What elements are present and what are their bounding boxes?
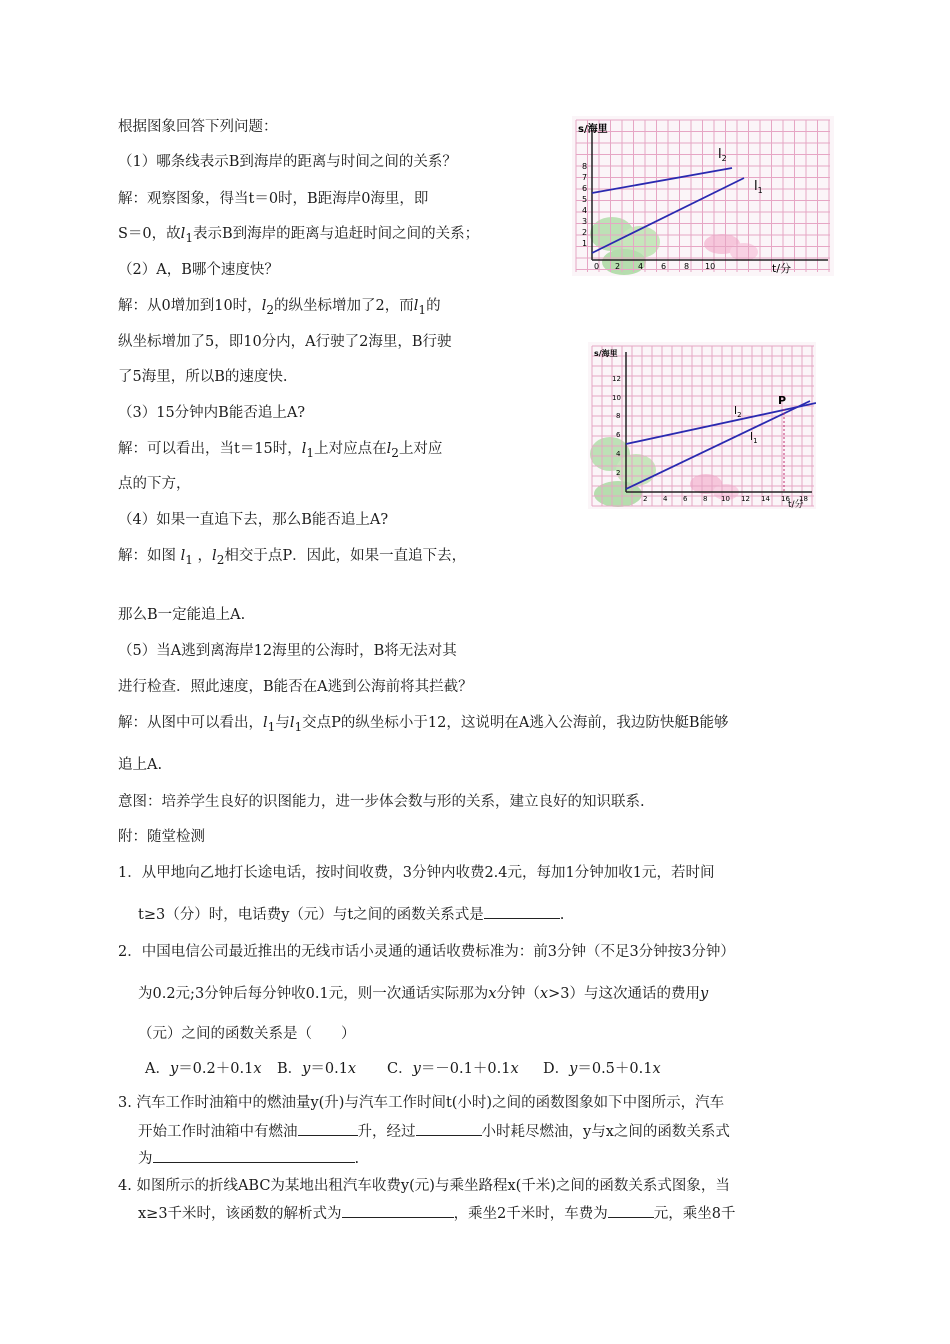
graph-1-xlabel: t/分 bbox=[772, 262, 792, 275]
var-sub: 1 bbox=[294, 719, 303, 734]
graph-1-origin: 0 bbox=[594, 262, 600, 271]
var-y: y bbox=[699, 986, 709, 1002]
graph-2-xtick: 18 bbox=[799, 495, 808, 503]
answer-5-line1 bbox=[118, 713, 729, 737]
text-seg: 元，乘坐8千 bbox=[653, 1206, 736, 1222]
graph-1-label-l1: $l_1$ bbox=[754, 179, 763, 195]
graph-1-ylabel: s/海里 bbox=[578, 124, 608, 135]
var-l: l bbox=[180, 548, 186, 564]
var-sub: 2 bbox=[391, 445, 399, 460]
graph-2-ytick: 6 bbox=[616, 431, 621, 439]
answer-1-line1: 解：观察图象，得当t＝0时，B距海岸0海里，即 bbox=[118, 191, 429, 207]
practice-q1-line2 bbox=[138, 904, 564, 925]
graph-2-ytick: 12 bbox=[612, 375, 621, 383]
practice-q2-options bbox=[145, 1059, 683, 1079]
text-seg: x≥3千米时，该函数的解析式为 bbox=[138, 1206, 342, 1222]
graph-1-ytick: 7 bbox=[582, 173, 588, 182]
graph-1-ytick: 4 bbox=[582, 206, 588, 215]
answer-blank[interactable] bbox=[342, 1203, 454, 1218]
graph-2-xtick: 10 bbox=[721, 495, 730, 503]
var-sub: 1 bbox=[306, 445, 315, 460]
text-seg: 为 bbox=[138, 1151, 153, 1167]
graph-2-label-l1: $l_1$ bbox=[750, 430, 758, 445]
graph-2-xtick: 4 bbox=[663, 495, 668, 503]
text-seg: 上对应点在 bbox=[314, 441, 387, 457]
text-seg: 解：从图中可以看出， bbox=[118, 715, 263, 731]
text-seg: 小时耗尽燃油，y与x之间的函数关系式 bbox=[481, 1124, 730, 1140]
graph-1-xtick: 8 bbox=[684, 262, 690, 271]
practice-q3-line1: 3. 汽车工作时油箱中的燃油量y(升)与汽车工作时间t(小时)之间的函数图象如下中图所示，汽车 bbox=[118, 1095, 725, 1111]
graph-2-ytick: 4 bbox=[616, 450, 621, 458]
var-l: l bbox=[386, 441, 392, 457]
var-sub: 1 bbox=[185, 230, 193, 245]
question-2: （2）A，B哪个速度快？ bbox=[118, 262, 279, 278]
option-d[interactable]: D．y＝0.5＋0.1x bbox=[543, 1061, 661, 1077]
question-3: （3）15分钟内B能否追上A? bbox=[118, 405, 306, 421]
answer-2-line2: 纵坐标增加了5，即10分内，A行驶了2海里，B行驶 bbox=[118, 334, 452, 350]
text-seg: 解：可以看出，当t＝15时， bbox=[118, 441, 302, 457]
text-seg: 与 bbox=[275, 715, 290, 731]
graph-2-ytick: 2 bbox=[616, 469, 621, 477]
graph-2-xtick: 2 bbox=[643, 495, 648, 503]
option-a[interactable]: A．y＝0.2＋0.1x bbox=[145, 1061, 262, 1077]
graph-1-ytick: 1 bbox=[582, 239, 588, 248]
var-x: x bbox=[488, 986, 497, 1002]
graph-1-label-l2: $l_2$ bbox=[718, 147, 727, 163]
graph-2-ytick: 8 bbox=[616, 412, 621, 420]
text-seg: 上对应 bbox=[398, 441, 443, 457]
text-seg: 升，经过 bbox=[357, 1124, 416, 1140]
practice-q2-line2 bbox=[138, 984, 708, 1004]
answer-3-line1 bbox=[118, 439, 442, 463]
answer-2-line1 bbox=[118, 296, 441, 320]
graph-2-ylabel: s/海里 bbox=[594, 349, 618, 358]
answer-4-line2: 那么B一定能追上A. bbox=[118, 607, 246, 623]
var-sub: 2 bbox=[266, 302, 275, 317]
text-seg: 为0.2元;3分钟后每分钟收0.1元，则一次通话实际那为 bbox=[138, 986, 489, 1002]
answer-blank[interactable] bbox=[608, 1203, 654, 1218]
option-c[interactable]: C．y＝－0.1＋0.1x bbox=[387, 1061, 519, 1077]
text-seg: . bbox=[559, 907, 565, 923]
text-seg: 解：如图 bbox=[118, 548, 176, 564]
text-seg: >3）与这次通话的费用 bbox=[548, 986, 700, 1002]
answer-4-line1 bbox=[118, 546, 466, 570]
practice-q4-line2 bbox=[138, 1203, 736, 1224]
var-sub: 1 bbox=[418, 302, 427, 317]
practice-q1-line1: 1．从甲地向乙地打长途电话，按时间收费，3分钟内收费2.4元，每加1分钟加收1元，若时间 bbox=[118, 865, 715, 881]
var-l: l bbox=[413, 298, 419, 314]
answer-3-line2: 点的下方， bbox=[118, 476, 191, 492]
answer-blank[interactable] bbox=[416, 1121, 482, 1136]
graph-1 bbox=[572, 116, 834, 276]
var-sub: 2 bbox=[216, 552, 225, 567]
question-1: （1）哪条线表示B到海岸的距离与时间之间的关系？ bbox=[118, 154, 457, 170]
graph-2-xtick: 12 bbox=[741, 495, 750, 503]
graph-2-ytick: 10 bbox=[612, 394, 621, 402]
graph-2-point-p: P bbox=[778, 394, 787, 407]
var-sub: 1 bbox=[267, 719, 276, 734]
practice-q3-line2 bbox=[138, 1121, 730, 1142]
graph-2-xlabel: t/分 bbox=[788, 500, 804, 509]
var-sub: 1 bbox=[185, 552, 193, 567]
var-l: l bbox=[261, 298, 267, 314]
answer-2-line3: 了5海里，所以B的速度快. bbox=[118, 369, 288, 385]
text-seg: S＝0，故 bbox=[118, 226, 181, 242]
graph-1-xtick: 6 bbox=[661, 262, 667, 271]
text-seg: 的 bbox=[426, 298, 441, 314]
question-4: （4）如果一直追下去，那么B能否追上A? bbox=[118, 512, 389, 528]
intro-line: 根据图象回答下列问题： bbox=[118, 119, 278, 135]
var-x: x bbox=[539, 986, 549, 1002]
text-seg: ， bbox=[197, 548, 213, 564]
text-seg: 开始工作时油箱中有燃油 bbox=[138, 1124, 298, 1140]
text-seg: ，乘坐2千米时，车费为 bbox=[453, 1206, 608, 1222]
graph-1-ytick: 6 bbox=[582, 184, 588, 193]
text-seg: 表示B到海岸的距离与追赶时间之间的关系； bbox=[193, 226, 480, 242]
var-l: l bbox=[212, 548, 217, 564]
graph-2-xtick: 14 bbox=[761, 495, 770, 503]
graph-2 bbox=[588, 342, 816, 509]
practice-q3-line3 bbox=[138, 1148, 359, 1169]
text-seg: 解：从0增加到10时， bbox=[118, 298, 262, 314]
question-5-line2: 进行检查．照此速度，B能否在A逃到公海前将其拦截？ bbox=[118, 679, 473, 695]
graph-2-label-l2: $l_2$ bbox=[734, 404, 742, 419]
practice-q2-line3: （元）之间的函数关系是（ ） bbox=[138, 1026, 356, 1042]
var-l: l bbox=[301, 441, 307, 457]
answer-blank[interactable] bbox=[298, 1121, 358, 1136]
graph-1-xtick: 10 bbox=[705, 262, 716, 271]
graph-1-xtick: 2 bbox=[615, 262, 621, 271]
graph-1-ytick: 8 bbox=[582, 162, 588, 171]
answer-1-line2 bbox=[118, 224, 479, 248]
text-seg: 相交于点P．因此，如果一直追下去， bbox=[224, 548, 467, 564]
graph-1-xtick: 4 bbox=[638, 262, 644, 271]
answer-blank[interactable] bbox=[484, 904, 560, 919]
text-seg: 分钟（ bbox=[496, 986, 540, 1002]
var-l: l bbox=[180, 226, 186, 242]
text-seg: 交点P的纵坐标小于12，这说明在A逃入公海前，我边防快艇B能够 bbox=[302, 715, 729, 731]
practice-q2-line1: 2．中国电信公司最近推出的无线市话小灵通的通话收费标准为：前3分钟（不足3分钟按3分钟） bbox=[118, 944, 735, 960]
graph-2-xtick: 6 bbox=[683, 495, 688, 503]
graph-1-ytick: 2 bbox=[582, 228, 588, 237]
answer-blank[interactable] bbox=[153, 1148, 355, 1163]
graph-1-ytick: 5 bbox=[582, 195, 588, 204]
graph-2-xtick: 16 bbox=[781, 495, 790, 503]
var-l: l bbox=[289, 715, 295, 731]
practice-q4-line1: 4. 如图所示的折线ABC为某地出租汽车收费y(元)与乘坐路程x(千米)之间的函数关系式图象，当 bbox=[118, 1178, 730, 1194]
graph-1-ytick: 3 bbox=[582, 217, 588, 226]
answer-5-line2: 追上A. bbox=[118, 757, 163, 773]
graph-2-xtick: 8 bbox=[703, 495, 708, 503]
text-seg: t≥3（分）时，电话费y（元）与t之间的函数关系式是 bbox=[138, 907, 484, 923]
appendix-title: 附：随堂检测 bbox=[118, 829, 205, 845]
intent-line: 意图：培养学生良好的识图能力，进一步体会数与形的关系，建立良好的知识联系. bbox=[118, 794, 645, 810]
text-seg: . bbox=[354, 1151, 360, 1167]
var-l: l bbox=[263, 715, 268, 731]
text-seg: 的纵坐标增加了2，而 bbox=[274, 298, 414, 314]
option-b[interactable]: B．y＝0.1x bbox=[277, 1061, 357, 1077]
question-5-line1: （5）当A逃到离海岸12海里的公海时，B将无法对其 bbox=[118, 643, 457, 659]
